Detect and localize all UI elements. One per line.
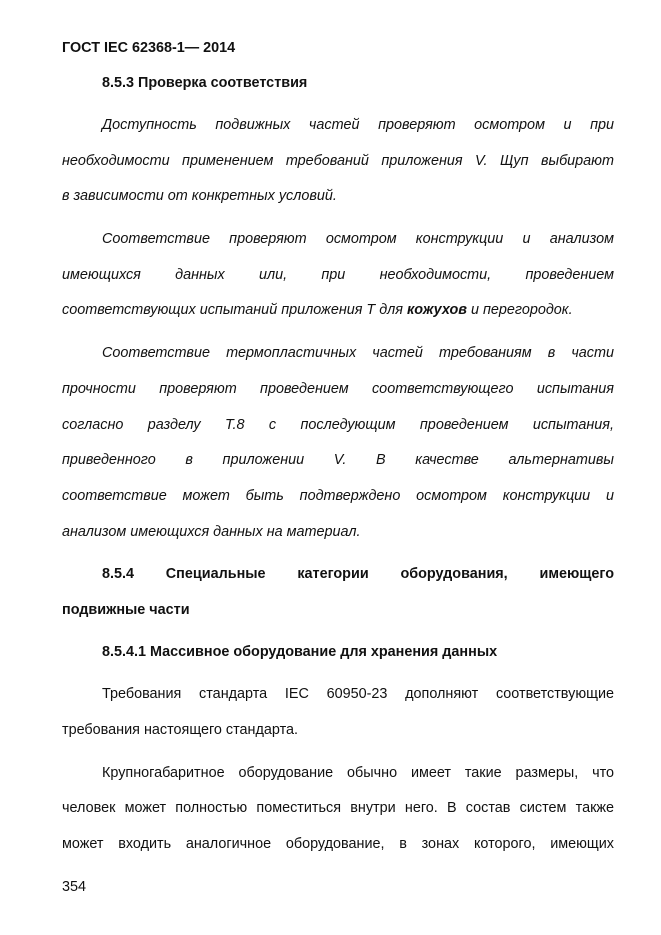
paragraph-line: анализом имеющихся данных на материал.	[62, 524, 361, 540]
paragraph-line: Доступность подвижных частей проверяют осмотром и при	[102, 117, 614, 133]
paragraph-line: Требования стандарта IEC 60950-23 дополняют соответствующие	[102, 686, 614, 702]
paragraph-line: прочности проверяют проведением соответствующего испытания	[62, 381, 614, 397]
section-8-5-4-heading: 8.5.4 Специальные категории оборудования, имеющего	[102, 566, 614, 582]
paragraph-line: может входить аналогичное оборудование, в зонах которого, имеющих	[62, 836, 614, 852]
paragraph-line	[62, 301, 614, 319]
paragraph-line: необходимости применением требований приложения V. Щуп выбирают	[62, 153, 614, 169]
paragraph-line: в зависимости от конкретных условий.	[62, 188, 337, 204]
paragraph-text: и перегородок.	[466, 302, 573, 318]
paragraph-line: Соответствие проверяют осмотром конструкции и анализом	[102, 231, 614, 247]
paragraph-line: имеющихся данных или, при необходимости, проведением	[62, 267, 614, 283]
page-number: 354	[62, 879, 87, 895]
term-bold: кожухов	[406, 302, 467, 318]
paragraph-line: соответствие может быть подтверждено осмотром конструкции и	[62, 488, 614, 504]
paragraph-line: человек может полностью поместиться внутри него. В состав систем также	[62, 800, 614, 816]
section-8-5-4-heading-cont: подвижные части	[62, 602, 190, 618]
section-8-5-4-1-heading: 8.5.4.1 Массивное оборудование для хранения данных	[102, 644, 498, 660]
page-header-title: ГОСТ IEC 62368-1— 2014	[62, 40, 236, 56]
paragraph-text: соответствующих испытаний приложения T для	[62, 302, 407, 318]
paragraph-line: согласно разделу T.8 с последующим проведением испытания,	[62, 417, 614, 433]
paragraph-line: Крупногабаритное оборудование обычно имеет такие размеры, что	[102, 765, 614, 781]
section-8-5-3-heading: 8.5.3 Проверка соответствия	[102, 75, 308, 91]
paragraph-line: Соответствие термопластичных частей требованиям в части	[102, 345, 614, 361]
paragraph-line: требования настоящего стандарта.	[62, 722, 299, 738]
paragraph-line: приведенного в приложении V. В качестве альтернативы	[62, 452, 614, 468]
